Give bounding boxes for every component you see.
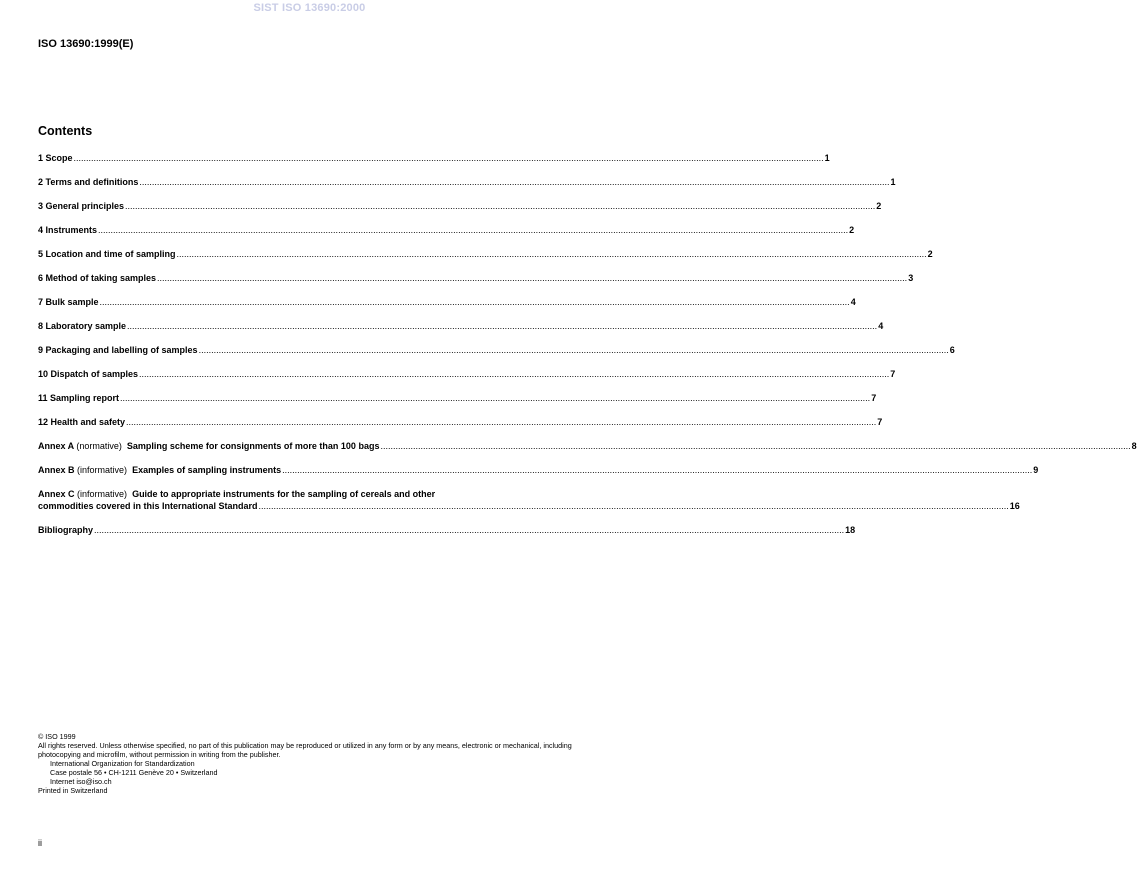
toc-title-continued: commodities covered in this International Standard (38, 501, 258, 511)
toc-entry[interactable] (38, 368, 896, 380)
toc-page-number: 16 (1009, 501, 1020, 511)
leader-dots: ............................................................................................................................................................................................................................................................................................................ (99, 297, 850, 307)
toc-page-number: 1 (890, 177, 896, 187)
leader-dots: ............................................................................................................................................................................................................................................................................................................ (120, 393, 871, 403)
copyright-line: © ISO 1999 (38, 732, 76, 741)
annex-label: Annex B (38, 465, 75, 475)
toc-entry[interactable] (38, 248, 933, 260)
toc-page-number: 2 (849, 225, 855, 235)
leader-dots: ............................................................................................................................................................................................................................................................................................................ (176, 249, 927, 259)
annex-kind: (informative) (77, 465, 128, 475)
toc-title: 10 Dispatch of samples (38, 369, 139, 379)
toc-entry-annex-a[interactable] (38, 440, 1137, 452)
annex-label: Annex C (38, 489, 75, 499)
toc-title: 8 Laboratory sample (38, 321, 127, 331)
toc-title: 6 Method of taking samples (38, 273, 157, 283)
leader-dots: ............................................................................................................................................................................................................................................................................................................ (126, 417, 877, 427)
leader-dots: ............................................................................................................................................................................................................................................................................................................ (125, 201, 876, 211)
toc-title: Guide to appropriate instruments for the sampling of cereals and other (132, 489, 436, 499)
organization-address: Case postale 56 • CH-1211 Genève 20 • Switzerland (50, 768, 218, 777)
toc-title: 3 General principles (38, 201, 125, 211)
leader-dots: ............................................................................................................................................................................................................................................................................................................ (94, 525, 845, 535)
toc-entry[interactable] (38, 224, 855, 236)
watermark: SIST ISO 13690:2000 (253, 2, 366, 14)
toc-entry-annex-b[interactable] (38, 464, 1039, 476)
leader-dots: ............................................................................................................................................................................................................................................................................................................ (282, 465, 1033, 475)
organization-name: International Organization for Standardization (50, 759, 195, 768)
leader-dots: ............................................................................................................................................................................................................................................................................................................ (258, 501, 1009, 511)
printed-in: Printed in Switzerland (38, 786, 108, 795)
toc-page-number: 4 (850, 297, 856, 307)
toc-title: Examples of sampling instruments (132, 465, 282, 475)
toc-title: 2 Terms and definitions (38, 177, 139, 187)
toc-entry[interactable] (38, 392, 877, 404)
leader-dots: ............................................................................................................................................................................................................................................................................................................ (198, 345, 949, 355)
annex-label: Annex A (38, 441, 74, 451)
toc-title: 7 Bulk sample (38, 297, 99, 307)
toc-title: 4 Instruments (38, 225, 98, 235)
toc-entry[interactable] (38, 200, 882, 212)
toc-entry[interactable] (38, 416, 883, 428)
toc-page-number: 1 (824, 153, 830, 163)
page-number: ii (38, 838, 42, 848)
leader-dots: ............................................................................................................................................................................................................................................................................................................ (157, 273, 908, 283)
organization-internet: Internet iso@iso.ch (50, 777, 112, 786)
annex-kind: (normative) (76, 441, 122, 451)
copyright-footer (38, 732, 578, 795)
leader-dots: ............................................................................................................................................................................................................................................................................................................ (127, 321, 878, 331)
toc-page-number: 2 (927, 249, 933, 259)
toc-page-number: 7 (877, 417, 883, 427)
toc-entry[interactable] (38, 524, 856, 536)
toc-entry[interactable] (38, 320, 884, 332)
toc-entry[interactable] (38, 152, 830, 164)
toc-entry[interactable] (38, 272, 914, 284)
toc-page-number: 8 (1131, 441, 1137, 451)
toc-page-number: 9 (1033, 465, 1039, 475)
toc-page-number: 7 (890, 369, 896, 379)
leader-dots: ............................................................................................................................................................................................................................................................................................................ (139, 369, 890, 379)
toc-title: 9 Packaging and labelling of samples (38, 345, 198, 355)
toc-title: Sampling scheme for consignments of more than 100 bags (126, 441, 380, 451)
toc-page-number: 4 (878, 321, 884, 331)
toc-page-number: 7 (871, 393, 877, 403)
toc-title: 1 Scope (38, 153, 73, 163)
toc-entry[interactable] (38, 344, 955, 356)
contents-heading: Contents (38, 124, 93, 138)
toc-page-number: 3 (908, 273, 914, 283)
toc-entry[interactable] (38, 176, 896, 188)
toc-title: 5 Location and time of sampling (38, 249, 176, 259)
leader-dots: ............................................................................................................................................................................................................................................................................................................ (380, 441, 1131, 451)
toc-title: 11 Sampling report (38, 393, 120, 403)
leader-dots: ............................................................................................................................................................................................................................................................................................................ (73, 153, 824, 163)
rights-notice: All rights reserved. Unless otherwise specified, no part of this publication may be reproduced or utilized in any form or by any means, electronic or mechanical, including photocopying and microfilm, without permission in writing from the publisher. (38, 741, 572, 759)
toc-title: Bibliography (38, 525, 94, 535)
toc-page-number: 6 (949, 345, 955, 355)
document-id: ISO 13690:1999(E) (38, 38, 134, 50)
leader-dots: ............................................................................................................................................................................................................................................................................................................ (98, 225, 849, 235)
leader-dots: ............................................................................................................................................................................................................................................................................................................ (139, 177, 890, 187)
toc-entry[interactable] (38, 296, 856, 308)
toc-page-number: 18 (845, 525, 856, 535)
toc-page-number: 2 (876, 201, 882, 211)
toc-entry-annex-c[interactable] (38, 488, 1020, 512)
toc-title: 12 Health and safety (38, 417, 126, 427)
annex-kind: (informative) (77, 489, 128, 499)
